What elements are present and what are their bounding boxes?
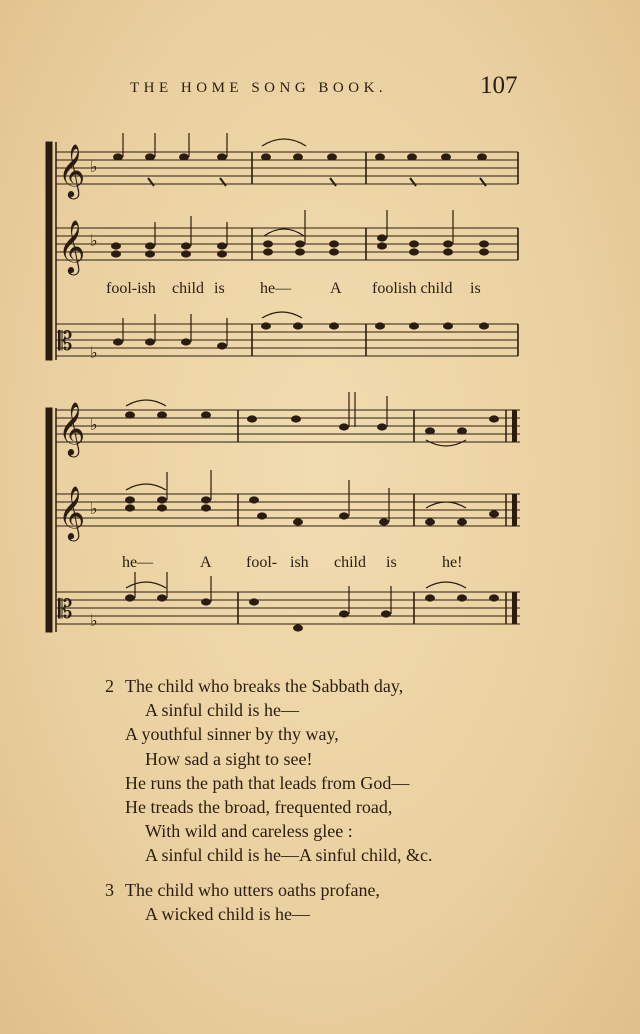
svg-text:𝄞: 𝄞 bbox=[58, 219, 86, 273]
verse-line: With wild and careless glee : bbox=[145, 821, 353, 842]
verse-number: 2 bbox=[105, 676, 114, 696]
lyric-syllable: is bbox=[470, 280, 481, 297]
lyric-syllable: is bbox=[386, 554, 397, 571]
lyric-syllable: he— bbox=[122, 554, 154, 571]
lyric-syllable: A bbox=[330, 280, 342, 297]
svg-text:𝄡: 𝄡 bbox=[58, 327, 73, 357]
lyric-syllable: ish bbox=[290, 554, 309, 571]
system-1 bbox=[46, 133, 518, 362]
lyric-syllable: fool-ish bbox=[106, 280, 156, 297]
verse-line: 3 The child who utters oaths profane, bbox=[105, 878, 605, 902]
svg-text:♭: ♭ bbox=[90, 501, 98, 518]
page-number: 107 bbox=[480, 72, 518, 99]
system-2 bbox=[46, 392, 520, 632]
running-title: THE HOME SONG BOOK. bbox=[130, 80, 388, 96]
lyric-syllable: child bbox=[172, 280, 204, 297]
svg-text:𝄞: 𝄞 bbox=[58, 401, 86, 455]
svg-text:♭: ♭ bbox=[90, 233, 98, 250]
verse-line: 2 The child who breaks the Sabbath day, bbox=[105, 674, 605, 698]
verse-number: 3 bbox=[105, 879, 114, 900]
lyric-syllable: child bbox=[334, 554, 366, 571]
verse-line: A youthful sinner by thy way, bbox=[125, 724, 339, 745]
verse-line: How sad a sight to see! bbox=[145, 748, 313, 769]
svg-text:♭: ♭ bbox=[90, 345, 98, 362]
lyric-syllable: foolish child bbox=[372, 280, 453, 297]
svg-text:♭: ♭ bbox=[90, 613, 98, 630]
verse-line: He treads the broad, frequented road, bbox=[125, 796, 393, 817]
verse-line: A sinful child is he—A sinful child, &c. bbox=[145, 845, 433, 866]
svg-text:𝄞: 𝄞 bbox=[58, 143, 86, 197]
lyric-syllable: A bbox=[200, 554, 212, 571]
verse-line: A sinful child is he— bbox=[145, 700, 299, 721]
lyric-syllable: fool- bbox=[246, 554, 278, 571]
verse-line: A wicked child is he— bbox=[145, 903, 310, 924]
verse-gap bbox=[105, 868, 605, 878]
lyric-syllable: he! bbox=[442, 554, 463, 571]
lyric-syllable: he— bbox=[260, 280, 292, 297]
svg-text:♭: ♭ bbox=[90, 417, 98, 434]
svg-text:♭: ♭ bbox=[90, 159, 98, 176]
lyric-syllable: is bbox=[214, 280, 225, 297]
svg-text:𝄡: 𝄡 bbox=[58, 595, 73, 625]
verse-text bbox=[105, 674, 605, 926]
svg-text:𝄞: 𝄞 bbox=[58, 485, 86, 539]
verse-line: He runs the path that leads from God— bbox=[125, 772, 410, 793]
